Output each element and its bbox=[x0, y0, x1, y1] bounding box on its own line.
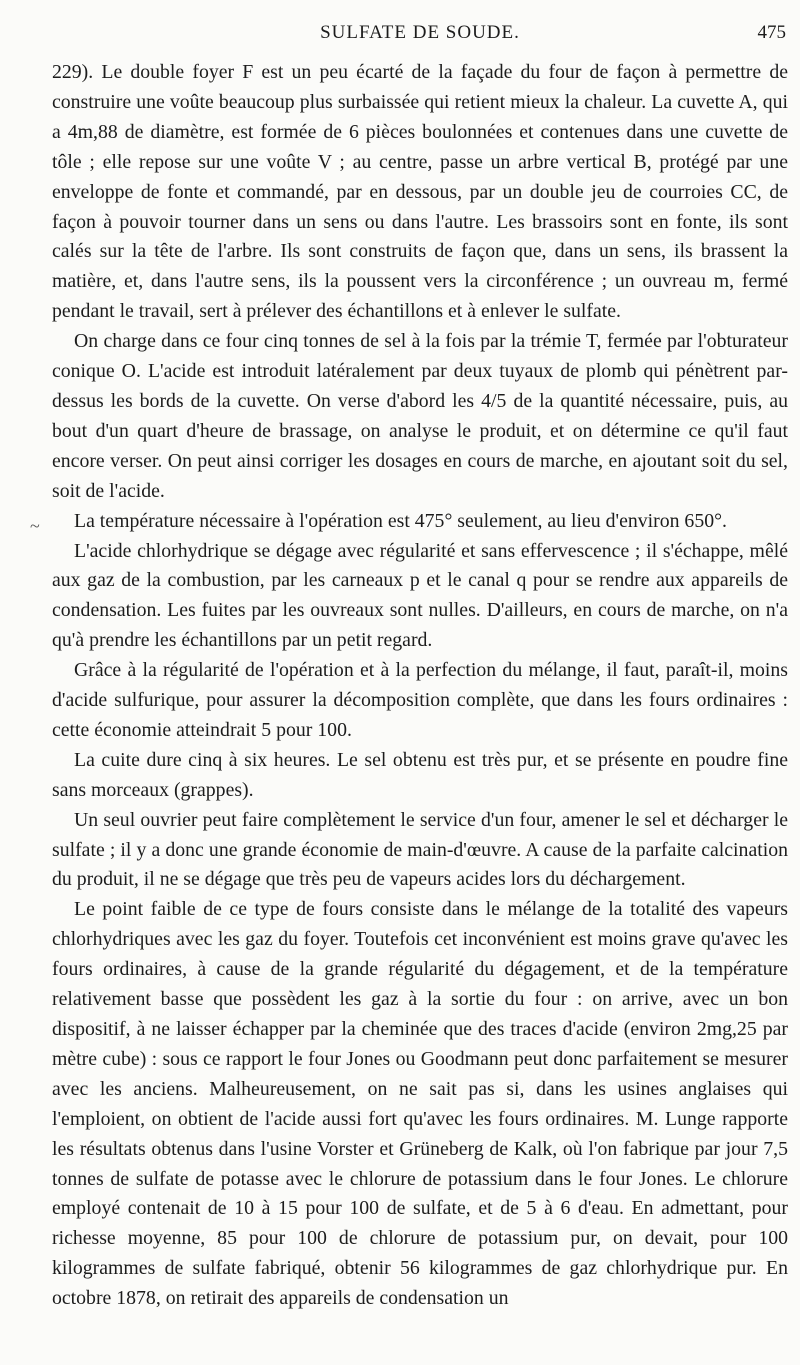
paragraph: Le point faible de ce type de fours consiste dans le mélange de la totalité des vapeurs chlorhydriques avec les gaz du foyer. Toutefois cet inconvénient est moins grave qu'avec les fours ordinaires, à cause de la grande régularité du dégagement, et de la température relativement basse que possèdent les gaz à la sortie du four : on arrive, avec un bon dispositif, à ne laisser échapper par la cheminée que des traces d'acide (environ 2mg,25 par mètre cube) : sous ce rapport le four Jones ou Goodmann peut donc parfaitement se mesurer avec les anciens. Malheureusement, on ne sait pas si, dans les usines anglaises qui l'emploient, on obtient de l'acide aussi fort qu'avec les fours ordinaires. M. Lunge rapporte les résultats obtenus dans l'usine Vorster et Grüneberg de Kalk, où l'on fabrique par jour 7,5 tonnes de sulfate de potasse avec le chlorure de potassium dans le four Jones. Le chlorure employé contenait de 10 à 15 pour 100 de sulfate, et de 5 à 6 d'eau. En admettant, pour richesse moyenne, 85 pour 100 de chlorure de potassium pur, on devait, pour 100 kilogrammes de sulfate fabriqué, obtenir 56 kilogrammes de gaz chlorhydrique pur. En octobre 1878, on retirait des appareils de condensation un bbox=[52, 898, 788, 1310]
margin-mark: ~ bbox=[30, 516, 40, 536]
running-title: SULFATE DE SOUDE. bbox=[320, 22, 520, 43]
page-number: 475 bbox=[757, 22, 786, 43]
paragraph: Grâce à la régularité de l'opération et à la perfection du mélange, il faut, paraît-il, moins d'acide sulfurique, pour assurer la décomposition complète, que dans les fours ordinaires : cette économie atteindrait 5 pour 100. bbox=[52, 659, 788, 741]
paragraph: On charge dans ce four cinq tonnes de sel à la fois par la trémie T, fermée par l'obturateur conique O. L'acide est introduit latéralement par deux tuyaux de plomb qui pénètrent par-dessus les bords de la cuvette. On verse d'abord les 4/5 de la quantité nécessaire, puis, au bout d'un quart d'heure de brassage, on analyse le produit, et on détermine ce qu'il faut encore verser. On peut ainsi corriger les dosages en cours de marche, en ajoutant soit du sel, soit de l'acide. bbox=[52, 330, 788, 502]
page-header bbox=[52, 22, 788, 48]
paragraph: La cuite dure cinq à six heures. Le sel obtenu est très pur, et se présente en poudre fine sans morceaux (grappes). bbox=[52, 748, 788, 801]
paragraph: Un seul ouvrier peut faire complètement le service d'un four, amener le sel et décharger le sulfate ; il y a donc une grande économie de main-d'œuvre. A cause de la parfaite calcination du produit, il ne se dégage que très peu de vapeurs acides lors du déchargement. bbox=[52, 808, 788, 891]
paragraph: La température nécessaire à l'opération est 475° seulement, au lieu d'environ 650°. bbox=[74, 509, 727, 532]
body-text bbox=[52, 58, 788, 1314]
paragraph: L'acide chlorhydrique se dégage avec régularité et sans effervescence ; il s'échappe, mêlé aux gaz de la combustion, par les carneaux p et le canal q pour se rendre aux appareils de condensation. Les fuites par les ouvreaux sont nulles. D'ailleurs, en cours de marche, on n'a qu'à prendre les échantillons par un petit regard. bbox=[52, 539, 788, 652]
paragraph: 229). Le double foyer F est un peu écarté de la façade du four de façon à permettre de construire une voûte beaucoup plus surbaissée qui retient mieux la chaleur. La cuvette A, qui a 4m,88 de diamètre, est formée de 6 pièces boulonnées et contenues dans une cuvette de tôle ; elle repose sur une voûte V ; au centre, passe un arbre vertical B, protégé par une enveloppe de fonte et commandé, par en dessous, par un double jeu de courroies CC, de façon à pouvoir tourner dans un sens ou dans l'autre. Les brassoirs sont en fonte, ils sont calés sur la tête de l'arbre. Ils sont construits de façon que, dans un sens, ils brassent la matière, et, dans l'autre sens, ils la poussent vers la circonférence ; un ouvreau m, fermé pendant le travail, sert à prélever des échantillons et à enlever le sulfate. bbox=[52, 61, 788, 323]
